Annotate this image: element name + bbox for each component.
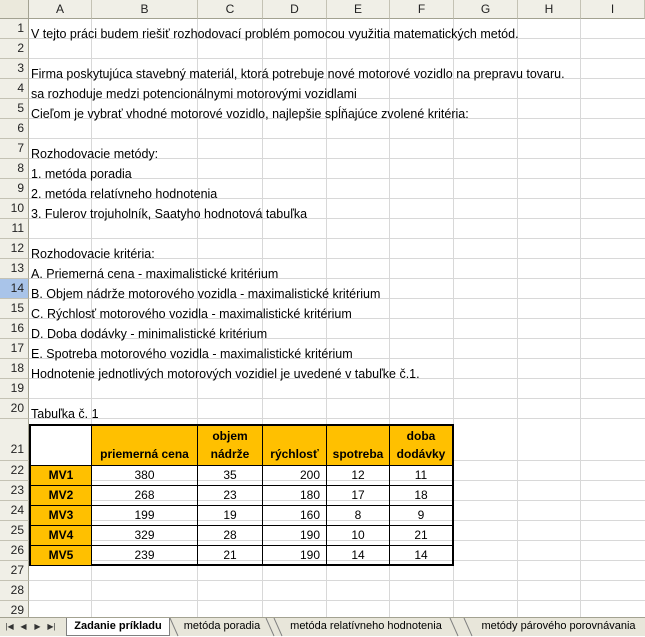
row-header-10[interactable]: 10: [0, 199, 29, 219]
tab-metody-parove-porovnavania[interactable]: metódy párového porovnávania: [472, 618, 645, 636]
table-cell-spotreba[interactable]: 14: [327, 546, 390, 566]
text-row-8[interactable]: 1. metóda poradia: [31, 167, 132, 181]
table-cell-spotreba[interactable]: 8: [327, 506, 390, 526]
column-header-f[interactable]: F: [390, 0, 454, 19]
text-row-12[interactable]: Rozhodovacie kritéria:: [31, 247, 155, 261]
prev-sheet-icon[interactable]: ◀: [20, 622, 27, 631]
column-header-a[interactable]: A: [29, 0, 92, 19]
text-row-18[interactable]: Hodnotenie jednotlivých motorových vozidiel je uvedené v tabuľke č.1.: [31, 367, 420, 381]
table-cell-cena[interactable]: 329: [92, 526, 198, 546]
text-row-20[interactable]: Tabuľka č. 1: [31, 407, 99, 421]
next-sheet-icon[interactable]: ▶: [34, 622, 41, 631]
text-row-16[interactable]: D. Doba dodávky - minimalistické kritérium: [31, 327, 268, 341]
row-header-6[interactable]: 6: [0, 119, 29, 139]
row-header-4[interactable]: 4: [0, 79, 29, 99]
row-header-22[interactable]: 22: [0, 461, 29, 481]
vehicle-label[interactable]: MV5: [31, 546, 92, 566]
row-header-12[interactable]: 12: [0, 239, 29, 259]
table-cell-doba[interactable]: 11: [390, 466, 452, 486]
row-header-28[interactable]: 28: [0, 581, 29, 601]
row-header-9[interactable]: 9: [0, 179, 29, 199]
text-row-3[interactable]: Firma poskytujúca stavebný materiál, ktorá potrebuje nové motorové vozidlo na prepravu tovaru.: [31, 67, 565, 81]
text-row-1[interactable]: V tejto práci budem riešiť rozhodovací problém pomocou využitia matematických metód.: [31, 27, 519, 41]
table-cell-cena[interactable]: 380: [92, 466, 198, 486]
row-header-7[interactable]: 7: [0, 139, 29, 159]
text-row-14[interactable]: B. Objem nádrže motorového vozidla - maximalistické kritérium: [31, 287, 381, 301]
header-rychlost[interactable]: rýchlosť: [263, 426, 327, 466]
row-header-24[interactable]: 24: [0, 501, 29, 521]
row-header-2[interactable]: 2: [0, 39, 29, 59]
tab-separators: [0, 618, 645, 637]
table-cell-doba[interactable]: 21: [390, 526, 452, 546]
table-cell-rychlost[interactable]: 200: [263, 466, 327, 486]
tab-metoda-relativneho-hodnotenia[interactable]: metóda relatívneho hodnotenia: [282, 618, 450, 636]
gridline: [29, 600, 645, 601]
header-priemerna-cena[interactable]: priemerná cena: [92, 426, 198, 466]
header-doba-dodavky[interactable]: doba dodávky: [390, 426, 452, 466]
tab-zadanie-prikladu[interactable]: Zadanie príkladu: [66, 618, 170, 636]
header-objem-nadrze[interactable]: objem nádrže: [198, 426, 263, 466]
row-header-19[interactable]: 19: [0, 379, 29, 399]
row-header-1[interactable]: 1: [0, 19, 29, 39]
vehicle-label[interactable]: MV3: [31, 506, 92, 526]
text-row-15[interactable]: C. Rýchlosť motorového vozidla - maximalistické kritérium: [31, 307, 352, 321]
row-header-26[interactable]: 26: [0, 541, 29, 561]
gridline: [29, 398, 645, 399]
table-cell-spotreba[interactable]: 12: [327, 466, 390, 486]
row-header-20[interactable]: 20: [0, 399, 29, 419]
row-header-25[interactable]: 25: [0, 521, 29, 541]
text-row-7[interactable]: Rozhodovacie metódy:: [31, 147, 159, 161]
vehicle-label[interactable]: MV1: [31, 466, 92, 486]
column-header-d[interactable]: D: [263, 0, 327, 19]
sheet-tab-bar: [0, 617, 645, 636]
table-cell-doba[interactable]: 18: [390, 486, 452, 506]
text-row-17[interactable]: E. Spotreba motorového vozidla - maximalistické kritérium: [31, 347, 353, 361]
row-header-23[interactable]: 23: [0, 481, 29, 501]
tab-metoda-poradia[interactable]: metóda poradia: [178, 618, 266, 636]
gridline: [29, 238, 645, 239]
table-cell-rychlost[interactable]: 190: [263, 546, 327, 566]
row-header-14[interactable]: 14: [0, 279, 29, 299]
column-header-h[interactable]: H: [518, 0, 581, 19]
text-row-13[interactable]: A. Priemerná cena - maximalistické kritérium: [31, 267, 279, 281]
header-spotreba[interactable]: spotreba: [327, 426, 390, 466]
row-header-16[interactable]: 16: [0, 319, 29, 339]
table-cell-doba[interactable]: 14: [390, 546, 452, 566]
row-header-21[interactable]: 21: [0, 419, 29, 461]
table-cell-doba[interactable]: 9: [390, 506, 452, 526]
vehicle-label[interactable]: MV2: [31, 486, 92, 506]
text-row-9[interactable]: 2. metóda relatívneho hodnotenia: [31, 187, 218, 201]
row-header-18[interactable]: 18: [0, 359, 29, 379]
table-cell-spotreba[interactable]: 10: [327, 526, 390, 546]
table-cell-rychlost[interactable]: 190: [263, 526, 327, 546]
row-header-15[interactable]: 15: [0, 299, 29, 319]
column-header-c[interactable]: C: [198, 0, 263, 19]
table-cell-objem[interactable]: 28: [198, 526, 263, 546]
column-header-g[interactable]: G: [454, 0, 518, 19]
row-header-3[interactable]: 3: [0, 59, 29, 79]
row-header-27[interactable]: 27: [0, 561, 29, 581]
text-row-10[interactable]: 3. Fulerov trojuholník, Saatyho hodnotová tabuľka: [31, 207, 308, 221]
table-cell-cena[interactable]: 268: [92, 486, 198, 506]
table-cell-objem[interactable]: 23: [198, 486, 263, 506]
table-cell-cena[interactable]: 239: [92, 546, 198, 566]
select-all-corner[interactable]: [0, 0, 29, 19]
table-cell-cena[interactable]: 199: [92, 506, 198, 526]
row-header-5[interactable]: 5: [0, 99, 29, 119]
gridline: [29, 418, 645, 419]
row-header-8[interactable]: 8: [0, 159, 29, 179]
table-cell-objem[interactable]: 19: [198, 506, 263, 526]
table-cell-rychlost[interactable]: 160: [263, 506, 327, 526]
last-sheet-icon[interactable]: ▶|: [47, 622, 56, 631]
column-header-b[interactable]: B: [92, 0, 198, 19]
gridline: [29, 580, 645, 581]
gridline: [29, 58, 645, 59]
table-cell-rychlost[interactable]: 180: [263, 486, 327, 506]
row-header-29[interactable]: 29: [0, 601, 29, 617]
row-header-13[interactable]: 13: [0, 259, 29, 279]
table-corner-cell[interactable]: [31, 426, 92, 466]
column-header-e[interactable]: E: [327, 0, 390, 19]
row-header-11[interactable]: 11: [0, 219, 29, 239]
vehicle-label[interactable]: MV4: [31, 526, 92, 546]
text-row-4[interactable]: sa rozhoduje medzi potencionálnymi motorovými vozidlami: [31, 87, 357, 101]
row-header-17[interactable]: 17: [0, 339, 29, 359]
column-header-i[interactable]: I: [581, 0, 645, 19]
first-sheet-icon[interactable]: |◀: [5, 622, 14, 631]
table-cell-objem[interactable]: 21: [198, 546, 263, 566]
gridline: [29, 138, 645, 139]
text-row-5[interactable]: Cieľom je vybrať vhodné motorové vozidlo, najlepšie spĺňajúce zvolené kritéria:: [31, 107, 469, 121]
table-cell-objem[interactable]: 35: [198, 466, 263, 486]
table-cell-spotreba[interactable]: 17: [327, 486, 390, 506]
